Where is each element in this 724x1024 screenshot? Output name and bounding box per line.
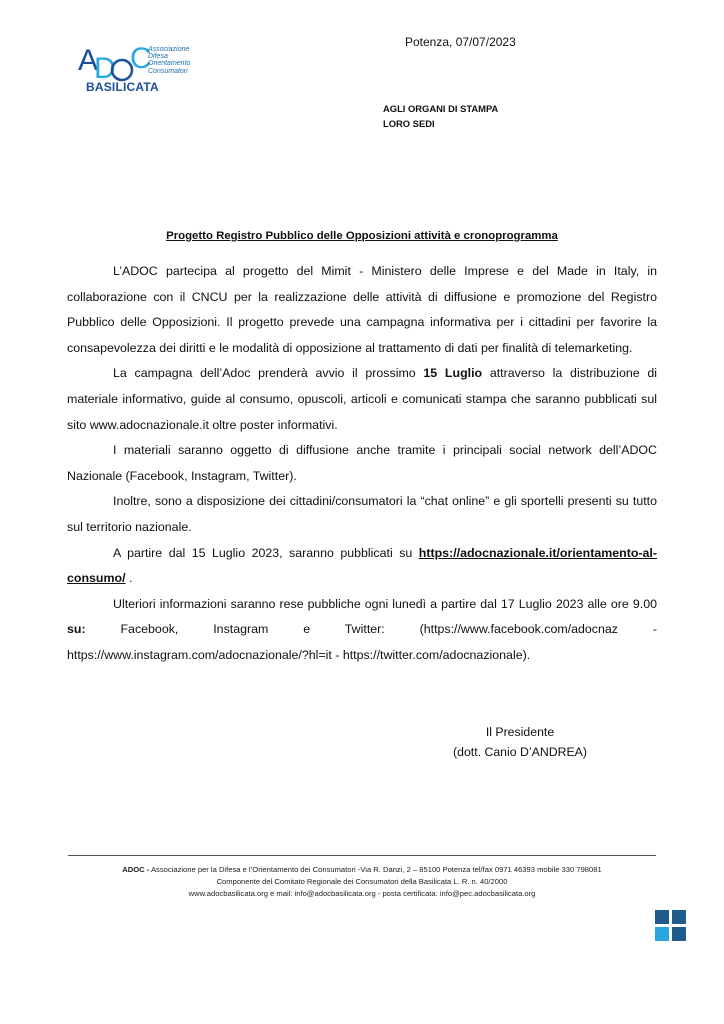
- p2-date-bold: 15 Luglio: [423, 366, 483, 381]
- p6-text-b: Facebook, Instagram e Twitter: (https://www.facebook.com/adocnaz - https://www.instagram.com/adocnazionale/?hl=it - https://twitter.com/adocnazionale).: [67, 622, 657, 662]
- footer: [0, 864, 724, 901]
- signature-block: [440, 722, 600, 762]
- paragraph-3: I materiali saranno oggetto di diffusione anche tramite i principali social network dell’ADOC Nazionale (Facebook, Instagram, Twitter).: [67, 443, 657, 483]
- orientamento-link[interactable]: https://adocnazionale.it/orientamento-al-consumo/: [67, 545, 657, 586]
- paragraph-4: Inoltre, sono a disposizione dei cittadini/consumatori la “chat online” e gli sportelli presenti su tutto sul territorio nazionale.: [67, 494, 657, 534]
- logo-tagline: [148, 46, 190, 75]
- recipients: [383, 101, 498, 131]
- footer-line-3: www.adocbasilicata.org e mail: info@adocbasilicata.org - posta certificata: info@pec.adocbasilicata.org: [188, 889, 536, 899]
- p5-text-a: A partire dal 15 Luglio 2023, saranno pubblicati su: [113, 545, 419, 560]
- square-bottom-left: [655, 927, 669, 941]
- footer-address: Associazione per la Difesa e l’Orientamento dei Consumatori -Via R. Danzi, 2 – 85100 Potenza tel/fax 0971 46393 mobile 330 798081: [149, 865, 602, 874]
- p5-text-b: .: [125, 571, 133, 586]
- p6-text-a: Ulteriori informazioni saranno rese pubbliche ogni lunedì a partire dal 17 Luglio 2023 alle ore 9.00: [113, 596, 657, 611]
- document-title: Progetto Registro Pubblico delle Opposizioni attività e cronoprogramma: [166, 230, 558, 242]
- footer-divider: [68, 855, 656, 856]
- logo-letter-c: C: [130, 42, 152, 75]
- signature-title: Il Presidente: [485, 725, 555, 739]
- logo-letter-a: A: [78, 44, 99, 77]
- footer-org: ADOC -: [122, 865, 150, 874]
- logo-line: Consumatori: [148, 67, 188, 75]
- corner-squares-icon: [655, 910, 687, 942]
- logo-line: Difesa: [148, 53, 168, 61]
- signature-name: (dott. Canio D’ANDREA): [453, 745, 587, 759]
- square-top-right: [672, 910, 686, 924]
- paragraph-1: L’ADOC partecipa al progetto del Mimit - Ministero delle Imprese e del Made in Italy, in collaborazione con il CNCU per la realizzazione delle attività di diffusione e promozione del Registro Pubblico delle Opposizioni. Il progetto prevede una campagna informativa per i cittadini per favorire la consapevolezza dei diritti e le modalità di opposizione al trattamento di dati per finalità di telemarketing.: [67, 264, 657, 355]
- adoc-logo: [78, 42, 208, 100]
- paragraph-2: [67, 361, 657, 438]
- footer-line-2: Componente del Comitato Regionale dei Consumatori della Basilicata L. R. n. 40/2000: [216, 877, 508, 887]
- logo-line: Orientamento: [148, 60, 191, 68]
- recipient-line: LORO SEDI: [383, 118, 435, 129]
- logo-region: BASILICATA: [86, 80, 159, 94]
- square-top-left: [655, 910, 669, 924]
- p6-bold: su:: [67, 622, 86, 637]
- recipient-line: AGLI ORGANI DI STAMPA: [383, 103, 499, 114]
- p2-text-a: La campagna dell’Adoc prenderà avvio il prossimo: [113, 366, 424, 381]
- letter-date: Potenza, 07/07/2023: [405, 35, 516, 49]
- logo-line: Associazione: [148, 46, 190, 53]
- footer-line-1: [0, 864, 724, 876]
- logo-letter-d: D: [94, 52, 116, 85]
- paragraph-6: [67, 592, 657, 669]
- letter-body: [67, 259, 657, 669]
- square-bottom-right: [672, 927, 686, 941]
- paragraph-5: [67, 541, 657, 592]
- p2-text-b: attraverso la distribuzione di materiale informativo, guide al consumo, opuscoli, articoli e comunicati stampa che saranno pubblicati sul sito www.adocnazionale.it oltre poster informativi.: [67, 366, 657, 432]
